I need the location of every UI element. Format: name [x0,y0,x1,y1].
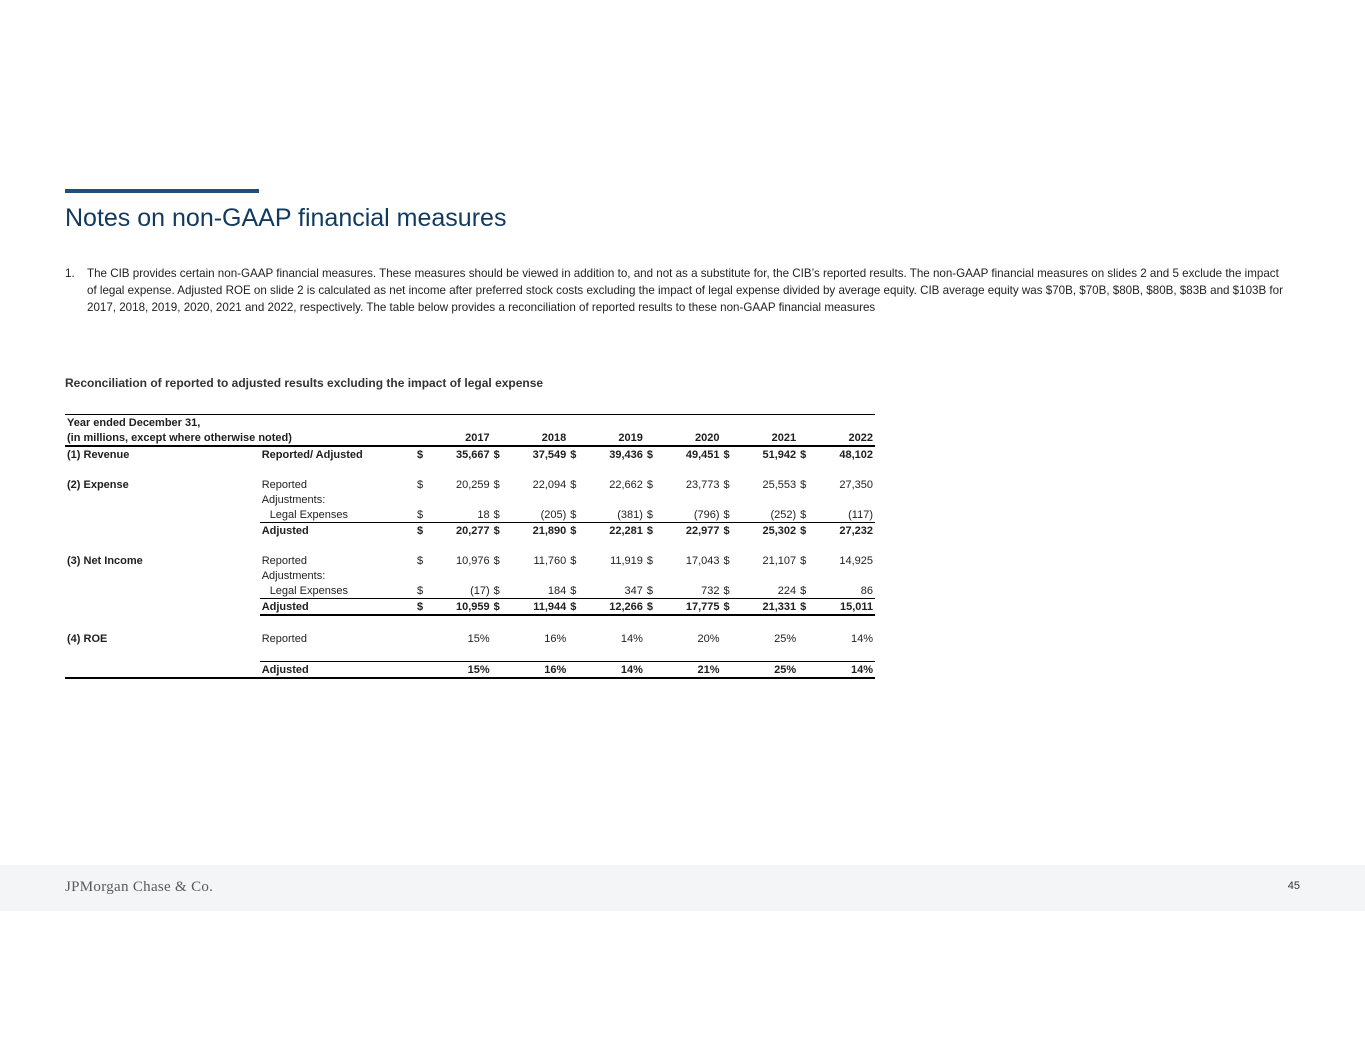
row-sublabel: Reported [261,632,307,645]
dollar-sign: $ [723,448,730,461]
table-cell: 15% [467,632,490,645]
year-header: 2017 [427,430,491,446]
dollar-sign: $ [568,599,580,616]
row-sublabel: Adjustments: [261,493,326,506]
expense-adjusted-row [65,523,875,539]
table-cell: 27,232 [811,523,875,539]
dollar-sign: $ [800,508,807,521]
dollar-sign: $ [723,554,730,567]
table-cell: 16% [544,632,567,645]
year-header: 2018 [504,430,568,446]
dollar-sign: $ [798,599,810,616]
row-sublabel: Reported/ Adjusted [261,448,363,461]
table-cell: 14% [581,662,645,679]
table-cell: 48,102 [839,448,873,461]
dollar-sign: $ [722,523,734,539]
table-cell: 12,266 [581,599,645,616]
dollar-sign: $ [646,448,654,461]
dollar-sign: $ [722,599,734,616]
row-sublabel: Adjustments: [261,569,326,582]
row-sublabel: Adjusted [260,599,415,616]
dollar-sign: $ [417,478,424,491]
table-cell: 21% [657,662,721,679]
table-cell: 224 [777,584,797,597]
table-cell: 11,944 [504,599,568,616]
dollar-sign: $ [723,508,730,521]
table-cell: 25% [734,662,798,679]
row-label: (4) ROE [67,632,108,645]
header-units: (in millions, except where otherwise noted) [65,430,415,446]
table-cell: 21,107 [762,554,797,567]
dollar-sign: $ [570,448,577,461]
dollar-sign: $ [646,508,654,521]
table-cell: 22,281 [581,523,645,539]
dollar-sign: $ [415,523,427,539]
header-year-ended: Year ended December 31, [67,416,201,429]
table-cell: 14% [850,632,873,645]
table-cell: 21,890 [504,523,568,539]
table-cell: 49,451 [685,448,720,461]
table-cell: 20,259 [455,478,490,491]
footnote [65,265,1285,316]
dollar-sign: $ [570,584,577,597]
table-cell: 15,011 [811,599,875,616]
net-income-reported-row [65,553,875,568]
net-income-adjusted-row [65,599,875,616]
table-cell: 39,436 [609,448,643,461]
table-cell: 27,350 [839,478,873,491]
page-number: 45 [1287,880,1300,892]
table-cell: 51,942 [762,448,797,461]
table-cell: 14% [620,632,643,645]
table-cell: (205) [540,508,567,521]
roe-reported-row [65,631,875,646]
table-cell: 18 [477,508,490,521]
dollar-sign: $ [570,508,577,521]
table-title: Reconciliation of reported to adjusted results excluding the impact of legal expense [65,376,544,390]
table-cell: 25,553 [762,478,797,491]
dollar-sign: $ [493,584,500,597]
net-income-adjustments-row [65,568,875,583]
year-header: 2021 [734,430,798,446]
table-cell: 20% [697,632,720,645]
dollar-sign: $ [492,523,504,539]
row-label: (2) Expense [67,478,129,491]
dollar-sign: $ [645,523,657,539]
table-cell: 11,919 [610,554,643,567]
table-cell: 25,302 [734,523,798,539]
dollar-sign: $ [646,478,654,491]
slide-footer [0,865,1365,911]
row-sublabel: Adjusted [260,662,415,679]
dollar-sign: $ [493,508,500,521]
table-cell: 25% [774,632,797,645]
dollar-sign: $ [570,478,577,491]
reconciliation-table [65,414,875,679]
footnote-number: 1. [65,267,75,280]
table-cell: 184 [547,584,567,597]
dollar-sign: $ [800,584,807,597]
dollar-sign: $ [646,584,654,597]
table-cell: 22,662 [609,478,643,491]
table-cell: 22,094 [532,478,567,491]
dollar-sign: $ [800,448,807,461]
table-cell: (381) [617,508,643,521]
page-title: Notes on non-GAAP financial measures [65,204,507,232]
table-cell: 732 [701,584,720,597]
dollar-sign: $ [723,478,730,491]
year-header: 2020 [657,430,721,446]
dollar-sign: $ [646,554,654,567]
table-cell: 23,773 [685,478,720,491]
table-cell: 22,977 [657,523,721,539]
footnote-text: The CIB provides certain non-GAAP financial measures. These measures should be viewed in addition to, and not as a substitute for, the CIB’s reported results. The non-GAAP financial measures on slides 2 and 5 exclude the impact of legal expense. Adjusted ROE on slide 2 is calculated as net income after preferred stock costs excluding the impact of legal expense divided by average equity. CIB average equity was $70B, $70B, $80B, $80B, $83B and $103B for 2017, 2018, 2019, 2020, 2021 and 2022, respectively. The table below provides a reconciliation of reported results to these non-GAAP financial measures [87,267,1283,314]
dollar-sign: $ [798,523,810,539]
table-cell: (252) [770,508,797,521]
table-cell: 14% [811,662,875,679]
dollar-sign: $ [492,599,504,616]
expense-legal-row [65,507,875,523]
table-cell: 37,549 [532,448,567,461]
dollar-sign: $ [417,508,424,521]
dollar-sign: $ [723,584,730,597]
row-sublabel: Legal Expenses [269,508,348,521]
expense-adjustments-row [65,492,875,507]
dollar-sign: $ [417,554,424,567]
table-cell: 35,667 [455,448,490,461]
table-cell: (17) [470,584,490,597]
revenue-row [65,446,875,462]
dollar-sign: $ [493,478,500,491]
table-cell: (117) [848,508,873,521]
title-accent-bar [65,189,259,193]
table-cell: (796) [693,508,720,521]
table-cell: 15% [427,662,491,679]
dollar-sign: $ [568,523,580,539]
expense-reported-row [65,477,875,492]
dollar-sign: $ [493,554,500,567]
dollar-sign: $ [645,599,657,616]
table-cell: 86 [860,584,873,597]
net-income-legal-row [65,583,875,599]
table-cell: 10,976 [455,554,490,567]
dollar-sign: $ [417,448,424,461]
dollar-sign: $ [800,554,807,567]
row-sublabel: Reported [261,554,307,567]
table-cell: 17,775 [657,599,721,616]
table-cell: 20,277 [427,523,491,539]
year-header: 2022 [811,430,875,446]
table-cell: 21,331 [734,599,798,616]
company-logo: JPMorgan Chase & Co. [65,879,214,895]
year-header: 2019 [581,430,645,446]
table-cell: 347 [624,584,643,597]
table-header-row-1 [65,415,875,431]
table-cell: 10,959 [427,599,491,616]
table-cell: 11,760 [533,554,567,567]
row-sublabel: Reported [261,478,307,491]
row-sublabel: Legal Expenses [269,584,348,597]
table-header-row-2 [65,430,875,446]
dollar-sign: $ [415,599,427,616]
dollar-sign: $ [417,584,424,597]
row-sublabel: Adjusted [260,523,415,539]
table-cell: 17,043 [685,554,720,567]
table-cell: 14,925 [839,554,873,567]
row-label: (3) Net Income [67,554,143,567]
dollar-sign: $ [493,448,500,461]
table-cell: 16% [504,662,568,679]
row-label: (1) Revenue [67,448,130,461]
dollar-sign: $ [800,478,807,491]
roe-adjusted-row [65,662,875,679]
dollar-sign: $ [570,554,577,567]
